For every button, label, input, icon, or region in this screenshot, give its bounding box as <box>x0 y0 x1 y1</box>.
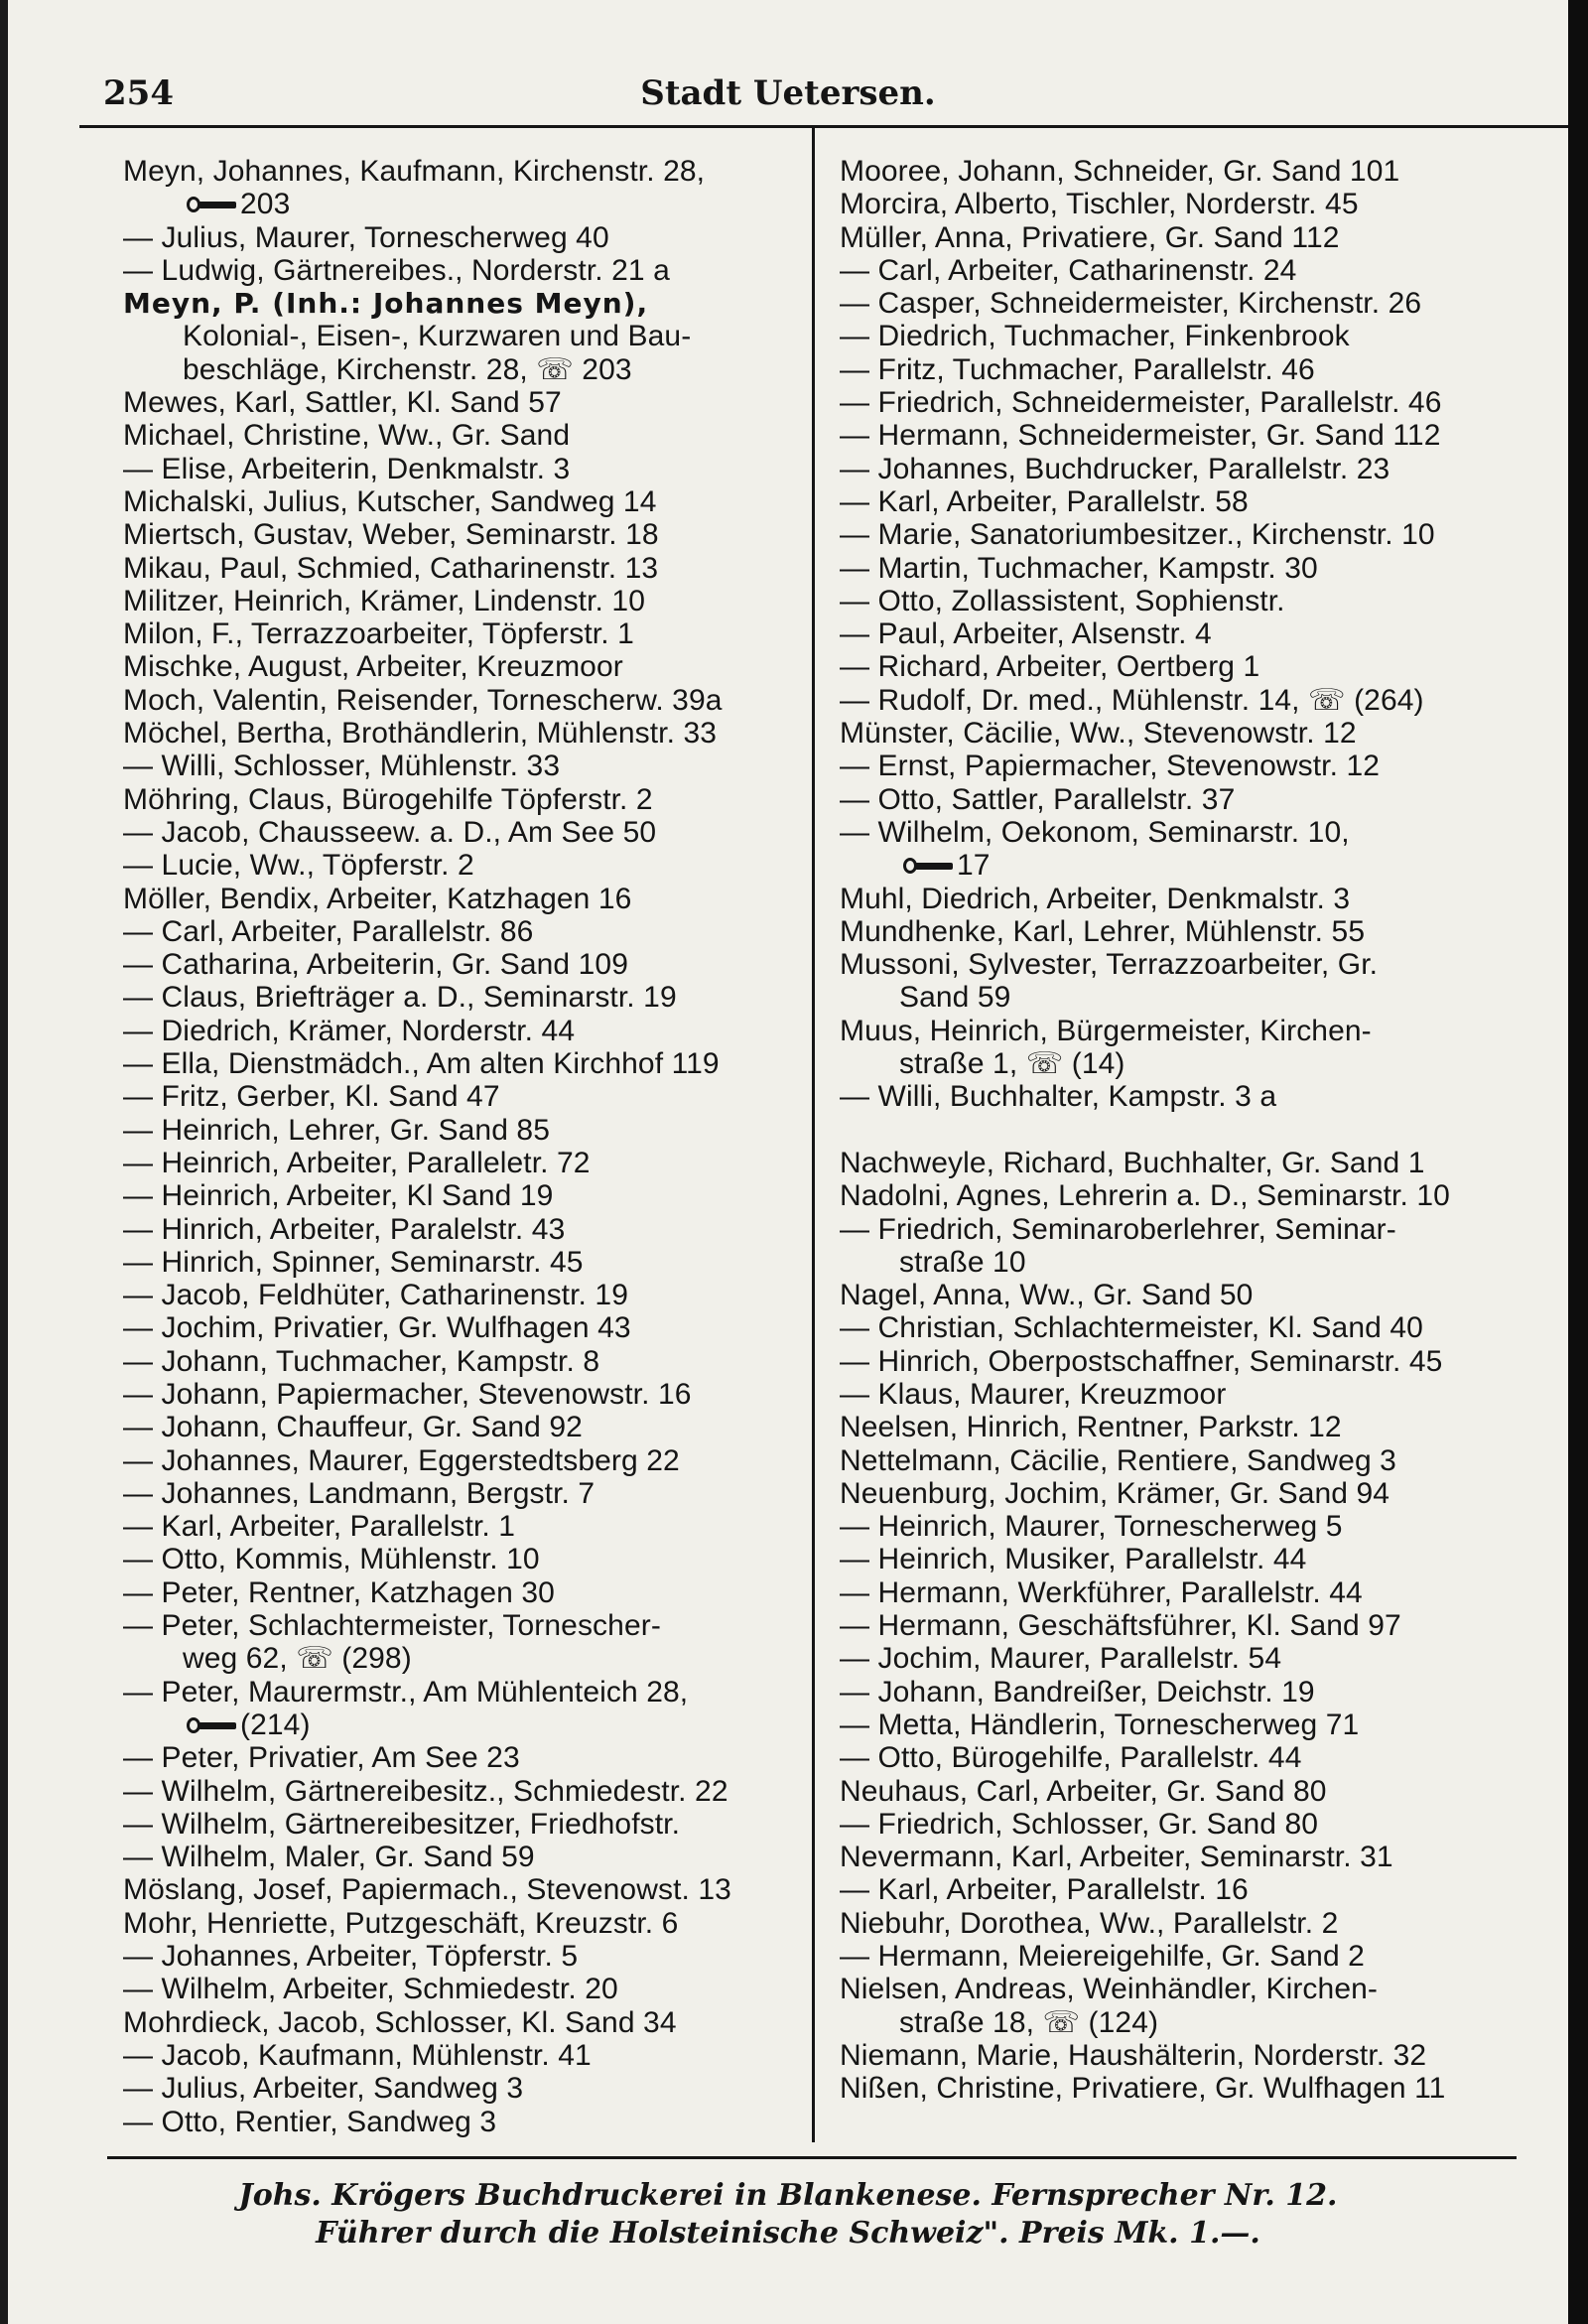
directory-entry <box>840 883 1505 915</box>
directory-entry <box>840 948 1505 981</box>
entry-text: Nachweyle, Richard, Buchhalter, Gr. Sand 1 <box>840 1146 1425 1179</box>
entry-text: Mikau, Paul, Schmied, Catharinenstr. 13 <box>123 551 659 585</box>
entry-text: Milon, F., Terrazzoarbeiter, Töpferstr. 1 <box>123 617 634 651</box>
directory-entry <box>840 650 1505 683</box>
entry-text: — Carl, Arbeiter, Parallelstr. 86 <box>123 914 534 948</box>
entry-text: — Willi, Buchhalter, Kampstr. 3 a <box>840 1080 1277 1114</box>
entry-text: straße 10 <box>899 1245 1026 1279</box>
entry-text: Münster, Cäcilie, Ww., Stevenowstr. 12 <box>840 717 1357 751</box>
directory-entry <box>840 1279 1505 1311</box>
entry-text: — Wilhelm, Arbeiter, Schmiedestr. 20 <box>123 1973 618 2006</box>
entry-text: Nißen, Christine, Privatiere, Gr. Wulfhagen 11 <box>840 2072 1446 2106</box>
entry-text: — Hinrich, Spinner, Seminarstr. 45 <box>123 1245 584 1279</box>
entry-text: — Catharina, Arbeiterin, Gr. Sand 109 <box>123 948 628 982</box>
directory-entry <box>840 1676 1505 1709</box>
directory-entry <box>123 552 804 585</box>
entry-text: — Friedrich, Seminaroberlehrer, Seminar- <box>840 1212 1396 1246</box>
entry-text: beschläge, Kirchenstr. 28, ☏ 203 <box>183 352 632 386</box>
directory-entry <box>123 419 804 452</box>
entry-text: Michael, Christine, Ww., Gr. Sand <box>123 419 571 453</box>
entry-text: — Johann, Bandreißer, Deichstr. 19 <box>840 1675 1315 1709</box>
directory-entry <box>840 816 1505 849</box>
directory-entry <box>123 1147 804 1179</box>
directory-entry <box>840 1047 1505 1080</box>
directory-entry <box>840 585 1505 617</box>
directory-entry <box>840 1080 1505 1113</box>
directory-entry <box>123 1080 804 1113</box>
directory-entry <box>840 1411 1505 1443</box>
directory-entry <box>123 2072 804 2105</box>
footer-rule <box>107 2156 1517 2159</box>
entry-text: Möhring, Claus, Bürogehilfe Töpferstr. 2 <box>123 782 653 816</box>
directory-entry <box>840 684 1505 717</box>
directory-entry <box>123 1543 804 1575</box>
entry-text: Mundhenke, Karl, Lehrer, Mühlenstr. 55 <box>840 914 1366 948</box>
right-column <box>840 155 1505 2150</box>
entry-text: Muhl, Diedrich, Arbeiter, Denkmalstr. 3 <box>840 882 1351 915</box>
entry-text: Miertsch, Gustav, Weber, Seminarstr. 18 <box>123 518 659 552</box>
directory-entry <box>123 1213 804 1246</box>
page-number: 254 <box>103 73 174 113</box>
entry-text: — Ludwig, Gärtnereibes., Norderstr. 21 a <box>123 253 670 287</box>
directory-page <box>8 0 1568 2324</box>
directory-entry <box>123 1411 804 1443</box>
entry-text: — Wilhelm, Oekonom, Seminarstr. 10, <box>840 815 1350 849</box>
entry-text: — Johannes, Buchdrucker, Parallelstr. 23 <box>840 452 1390 485</box>
entry-text: Neuhaus, Carl, Arbeiter, Gr. Sand 80 <box>840 1774 1327 1808</box>
directory-entry <box>840 750 1505 782</box>
directory-entry <box>840 1246 1505 1279</box>
directory-entry <box>840 353 1505 386</box>
directory-entry <box>123 1741 804 1774</box>
directory-entry <box>123 849 804 882</box>
footer-advert-line-1: Johs. Krögers Buchdruckerei in Blankenese. Fernsprecher Nr. 12. <box>238 2178 1338 2213</box>
telephone-icon <box>187 1715 236 1737</box>
directory-entry <box>123 1179 804 1212</box>
directory-entry <box>123 915 804 948</box>
directory-entry <box>840 188 1505 220</box>
entry-text: — Otto, Rentier, Sandweg 3 <box>123 2105 497 2138</box>
directory-entry <box>123 1114 804 1147</box>
directory-entry <box>123 1015 804 1047</box>
directory-entry <box>123 1709 804 1741</box>
footer-advert-line-2: Führer durch die Holsteinische Schweiz". Preis Mk. 1.—. <box>316 2216 1260 2251</box>
entry-text: — Metta, Händlerin, Tornescherweg 71 <box>840 1708 1360 1741</box>
entry-text: — Otto, Sattler, Parallelstr. 37 <box>840 782 1236 816</box>
directory-entry <box>840 1213 1505 1246</box>
directory-entry <box>123 155 804 188</box>
directory-entry <box>840 1775 1505 1808</box>
directory-entry <box>123 717 804 750</box>
directory-entry <box>123 1676 804 1709</box>
directory-entry <box>123 320 804 352</box>
spacer <box>840 1114 1505 1147</box>
entry-text: straße 18, ☏ (124) <box>899 2005 1159 2039</box>
directory-entry <box>123 783 804 816</box>
column-divider <box>812 127 815 2142</box>
directory-entry <box>840 915 1505 948</box>
directory-entry <box>840 1841 1505 1873</box>
directory-entry <box>840 2039 1505 2072</box>
entry-text: — Johannes, Maurer, Eggerstedtsberg 22 <box>123 1443 680 1477</box>
directory-entry <box>123 1477 804 1510</box>
entry-text: — Martin, Tuchmacher, Kampstr. 30 <box>840 551 1318 585</box>
telephone-icon <box>187 195 236 216</box>
directory-entry <box>123 2106 804 2138</box>
entry-text: — Friedrich, Schneidermeister, Parallelstr. 46 <box>840 386 1442 420</box>
entry-text: Meyn, Johannes, Kaufmann, Kirchenstr. 28, <box>123 155 706 188</box>
directory-entry <box>123 1047 804 1080</box>
directory-entry <box>123 221 804 254</box>
entry-text: — Hinrich, Oberpostschaffner, Seminarstr. 45 <box>840 1344 1443 1378</box>
entry-text: — Karl, Arbeiter, Parallelstr. 16 <box>840 1873 1249 1907</box>
entry-text: — Claus, Briefträger a. D., Seminarstr. 19 <box>123 981 677 1015</box>
directory-entry <box>123 2039 804 2072</box>
entry-text: — Hermann, Meiereigehilfe, Gr. Sand 2 <box>840 1940 1365 1974</box>
entry-text: — Peter, Privatier, Am See 23 <box>123 1741 520 1775</box>
entry-text: Nevermann, Karl, Arbeiter, Seminarstr. 31 <box>840 1841 1393 1874</box>
entry-text: — Wilhelm, Gärtnereibesitzer, Friedhofstr. <box>123 1807 681 1841</box>
entry-text: — Johannes, Arbeiter, Töpferstr. 5 <box>123 1940 579 1974</box>
directory-entry <box>840 386 1505 419</box>
entry-text: — Hermann, Werkführer, Parallelstr. 44 <box>840 1575 1363 1609</box>
directory-entry <box>840 1147 1505 1179</box>
entry-text: — Willi, Schlosser, Mühlenstr. 33 <box>123 750 561 783</box>
directory-entry <box>840 981 1505 1014</box>
entry-text: Muus, Heinrich, Bürgermeister, Kirchen- <box>840 1014 1372 1047</box>
entry-text: — Karl, Arbeiter, Parallelstr. 1 <box>123 1510 516 1544</box>
entry-text: — Otto, Kommis, Mühlenstr. 10 <box>123 1543 540 1576</box>
directory-entry <box>840 1973 1505 2005</box>
entry-text: Niebuhr, Dorothea, Ww., Parallelstr. 2 <box>840 1906 1339 1940</box>
directory-entry <box>840 1873 1505 1906</box>
directory-entry <box>840 320 1505 352</box>
entry-text: Kolonial-, Eisen-, Kurzwaren und Bau- <box>183 320 692 353</box>
directory-entry <box>840 518 1505 551</box>
entry-text: — Klaus, Maurer, Kreuzmoor <box>840 1377 1227 1411</box>
entry-text: — Jochim, Privatier, Gr. Wulfhagen 43 <box>123 1311 631 1345</box>
directory-entry <box>840 1510 1505 1543</box>
entry-text: — Friedrich, Schlosser, Gr. Sand 80 <box>840 1807 1319 1841</box>
entry-text: Nagel, Anna, Ww., Gr. Sand 50 <box>840 1279 1254 1312</box>
entry-text: straße 1, ☏ (14) <box>899 1047 1125 1081</box>
directory-entry <box>123 1775 804 1808</box>
directory-entry <box>840 1311 1505 1344</box>
directory-entry <box>840 1345 1505 1378</box>
entry-text: — Julius, Maurer, Tornescherweg 40 <box>123 220 609 254</box>
entry-text: — Karl, Arbeiter, Parallelstr. 58 <box>840 484 1249 518</box>
entry-text: Möchel, Bertha, Brothändlerin, Mühlenstr. 33 <box>123 717 718 751</box>
directory-entry <box>840 453 1505 485</box>
entry-text: Mooree, Johann, Schneider, Gr. Sand 101 <box>840 155 1400 188</box>
directory-entry <box>123 188 804 220</box>
directory-entry <box>123 1973 804 2005</box>
directory-entry <box>123 386 804 419</box>
header-rule <box>79 125 1568 128</box>
directory-entry <box>840 1444 1505 1477</box>
entry-text: — Johannes, Landmann, Bergstr. 7 <box>123 1476 596 1510</box>
directory-entry <box>840 1808 1505 1841</box>
entry-text: — Diedrich, Krämer, Norderstr. 44 <box>123 1014 576 1047</box>
entry-text: Mewes, Karl, Sattler, Kl. Sand 57 <box>123 386 562 420</box>
entry-text: — Marie, Sanatoriumbesitzer., Kirchenstr. 10 <box>840 518 1435 552</box>
directory-entry <box>123 750 804 782</box>
entry-text: Möslang, Josef, Papiermach., Stevenowst. 13 <box>123 1873 731 1907</box>
entry-text: Niemann, Marie, Haushälterin, Norderstr. 32 <box>840 2038 1427 2072</box>
directory-entry <box>123 1642 804 1675</box>
directory-entry <box>123 1940 804 1973</box>
directory-entry <box>840 1179 1505 1212</box>
entry-text: — Jacob, Kaufmann, Mühlenstr. 41 <box>123 2038 592 2072</box>
entry-text: — Richard, Arbeiter, Oertberg 1 <box>840 650 1260 684</box>
directory-entry <box>123 1246 804 1279</box>
directory-entry <box>840 155 1505 188</box>
directory-entry <box>123 1609 804 1642</box>
entry-text: — Johann, Chauffeur, Gr. Sand 92 <box>123 1411 583 1444</box>
entry-text: — Otto, Zollassistent, Sophienstr. <box>840 584 1285 617</box>
directory-entry <box>123 1510 804 1543</box>
directory-entry <box>840 1741 1505 1774</box>
entry-text: Meyn, P. (Inh.: Johannes Meyn), <box>123 287 649 321</box>
entry-text: — Paul, Arbeiter, Alsenstr. 4 <box>840 617 1212 651</box>
directory-entry <box>840 2072 1505 2105</box>
entry-text: Müller, Anna, Privatiere, Gr. Sand 112 <box>840 220 1340 254</box>
entry-text: — Ernst, Papiermacher, Stevenowstr. 12 <box>840 750 1381 783</box>
entry-text: — Ella, Dienstmädch., Am alten Kirchhof 119 <box>123 1047 720 1081</box>
entry-text: — Johann, Papiermacher, Stevenowstr. 16 <box>123 1377 692 1411</box>
entry-text: — Jacob, Chausseew. a. D., Am See 50 <box>123 815 657 849</box>
directory-entry <box>840 1609 1505 1642</box>
entry-text: Nettelmann, Cäcilie, Rentiere, Sandweg 3 <box>840 1443 1396 1477</box>
directory-entry <box>123 254 804 287</box>
directory-entry <box>840 717 1505 750</box>
directory-entry <box>123 1444 804 1477</box>
entry-text: — Hinrich, Arbeiter, Paralelstr. 43 <box>123 1212 566 1246</box>
entry-text: weg 62, ☏ (298) <box>183 1642 412 1676</box>
entry-text: — Jochim, Maurer, Parallelstr. 54 <box>840 1642 1282 1676</box>
entry-text: — Julius, Arbeiter, Sandweg 3 <box>123 2072 524 2106</box>
entry-text: — Otto, Bürogehilfe, Parallelstr. 44 <box>840 1741 1302 1775</box>
entry-text: — Hermann, Schneidermeister, Gr. Sand 112 <box>840 419 1441 453</box>
entry-text: Michalski, Julius, Kutscher, Sandweg 14 <box>123 484 657 518</box>
directory-entry <box>123 1279 804 1311</box>
directory-entry <box>840 1015 1505 1047</box>
left-column <box>123 155 804 2150</box>
entry-text: 17 <box>957 849 991 883</box>
entry-text: — Jacob, Feldhüter, Catharinenstr. 19 <box>123 1279 628 1312</box>
directory-entry <box>840 287 1505 320</box>
entry-text: — Lucie, Ww., Töpferstr. 2 <box>123 849 474 883</box>
directory-entry <box>840 1378 1505 1411</box>
directory-entry <box>840 2006 1505 2039</box>
directory-entry <box>840 617 1505 650</box>
entry-text: — Heinrich, Musiker, Parallelstr. 44 <box>840 1543 1307 1576</box>
directory-entry <box>123 1907 804 1940</box>
entry-text: — Elise, Arbeiterin, Denkmalstr. 3 <box>123 452 571 485</box>
directory-entry <box>840 1907 1505 1940</box>
directory-entry <box>123 883 804 915</box>
directory-entry <box>123 617 804 650</box>
entry-text: — Peter, Rentner, Katzhagen 30 <box>123 1575 555 1609</box>
directory-entry <box>840 1940 1505 1973</box>
directory-entry <box>123 1808 804 1841</box>
entry-text: — Johann, Tuchmacher, Kampstr. 8 <box>123 1344 600 1378</box>
entry-text: — Diedrich, Tuchmacher, Finkenbrook <box>840 320 1350 353</box>
directory-entry <box>840 783 1505 816</box>
entry-text: Nielsen, Andreas, Weinhändler, Kirchen- <box>840 1973 1378 2006</box>
scan-edge <box>1568 0 1588 2324</box>
entry-text: 203 <box>240 188 291 221</box>
telephone-icon <box>903 856 953 878</box>
directory-entry <box>123 353 804 386</box>
entry-text: Mussoni, Sylvester, Terrazzoarbeiter, Gr. <box>840 948 1379 982</box>
entry-text: Neuenburg, Jochim, Krämer, Gr. Sand 94 <box>840 1476 1390 1510</box>
directory-entry <box>123 1841 804 1873</box>
directory-entry <box>123 948 804 981</box>
directory-entry <box>123 1378 804 1411</box>
directory-entry <box>840 1576 1505 1609</box>
directory-entry <box>123 518 804 551</box>
directory-entry <box>123 287 804 320</box>
entry-text: — Wilhelm, Maler, Gr. Sand 59 <box>123 1841 535 1874</box>
directory-entry <box>840 1477 1505 1510</box>
directory-entry <box>123 485 804 518</box>
directory-entry <box>123 1576 804 1609</box>
entry-text: Nadolni, Agnes, Lehrerin a. D., Seminarstr. 10 <box>840 1179 1450 1213</box>
entry-text: — Carl, Arbeiter, Catharinenstr. 24 <box>840 253 1297 287</box>
directory-entry <box>123 2006 804 2039</box>
directory-entry <box>123 684 804 717</box>
entry-text: Morcira, Alberto, Tischler, Norderstr. 45 <box>840 188 1359 221</box>
directory-entry <box>840 1709 1505 1741</box>
entry-text: Neelsen, Hinrich, Rentner, Parkstr. 12 <box>840 1411 1342 1444</box>
entry-text: Möller, Bendix, Arbeiter, Katzhagen 16 <box>123 882 632 915</box>
directory-entry <box>840 552 1505 585</box>
directory-entry <box>123 1345 804 1378</box>
directory-entry <box>840 1543 1505 1575</box>
directory-entry <box>840 419 1505 452</box>
entry-text: Moch, Valentin, Reisender, Tornescherw. 39a <box>123 683 723 717</box>
entry-text: — Heinrich, Arbeiter, Paralleletr. 72 <box>123 1146 591 1179</box>
entry-text: — Heinrich, Lehrer, Gr. Sand 85 <box>123 1113 550 1147</box>
directory-entry <box>123 650 804 683</box>
directory-entry <box>123 981 804 1014</box>
entry-text: Mohr, Henriette, Putzgeschäft, Kreuzstr. 6 <box>123 1906 679 1940</box>
entry-text: — Heinrich, Maurer, Tornescherweg 5 <box>840 1510 1343 1544</box>
entry-text: — Heinrich, Arbeiter, Kl Sand 19 <box>123 1179 554 1213</box>
directory-entry <box>840 254 1505 287</box>
directory-entry <box>123 816 804 849</box>
page-title: Stadt Uetersen. <box>640 73 936 113</box>
directory-entry <box>840 1642 1505 1675</box>
entry-text: (214) <box>240 1708 311 1741</box>
entry-text: — Peter, Schlachtermeister, Tornescher- <box>123 1609 661 1643</box>
entry-text: — Hermann, Geschäftsführer, Kl. Sand 97 <box>840 1609 1401 1643</box>
entry-text: Sand 59 <box>899 981 1011 1015</box>
entry-text: — Rudolf, Dr. med., Mühlenstr. 14, ☏ (264) <box>840 683 1424 717</box>
directory-entry <box>123 1311 804 1344</box>
entry-text: — Christian, Schlachtermeister, Kl. Sand 40 <box>840 1311 1423 1345</box>
directory-entry <box>840 485 1505 518</box>
directory-entry <box>840 849 1505 882</box>
directory-entry <box>123 585 804 617</box>
directory-entry <box>840 221 1505 254</box>
directory-entry <box>123 1873 804 1906</box>
entry-text: — Peter, Maurermstr., Am Mühlenteich 28, <box>123 1675 689 1709</box>
entry-text: Mohrdieck, Jacob, Schlosser, Kl. Sand 34 <box>123 2005 677 2039</box>
entry-text: — Fritz, Tuchmacher, Parallelstr. 46 <box>840 352 1315 386</box>
entry-text: — Casper, Schneidermeister, Kirchenstr. 26 <box>840 287 1422 321</box>
directory-entry <box>123 453 804 485</box>
entry-text: — Fritz, Gerber, Kl. Sand 47 <box>123 1080 500 1114</box>
entry-text: Militzer, Heinrich, Krämer, Lindenstr. 10 <box>123 584 645 617</box>
entry-text: — Wilhelm, Gärtnereibesitz., Schmiedestr. 22 <box>123 1774 728 1808</box>
entry-text: Mischke, August, Arbeiter, Kreuzmoor <box>123 650 623 684</box>
